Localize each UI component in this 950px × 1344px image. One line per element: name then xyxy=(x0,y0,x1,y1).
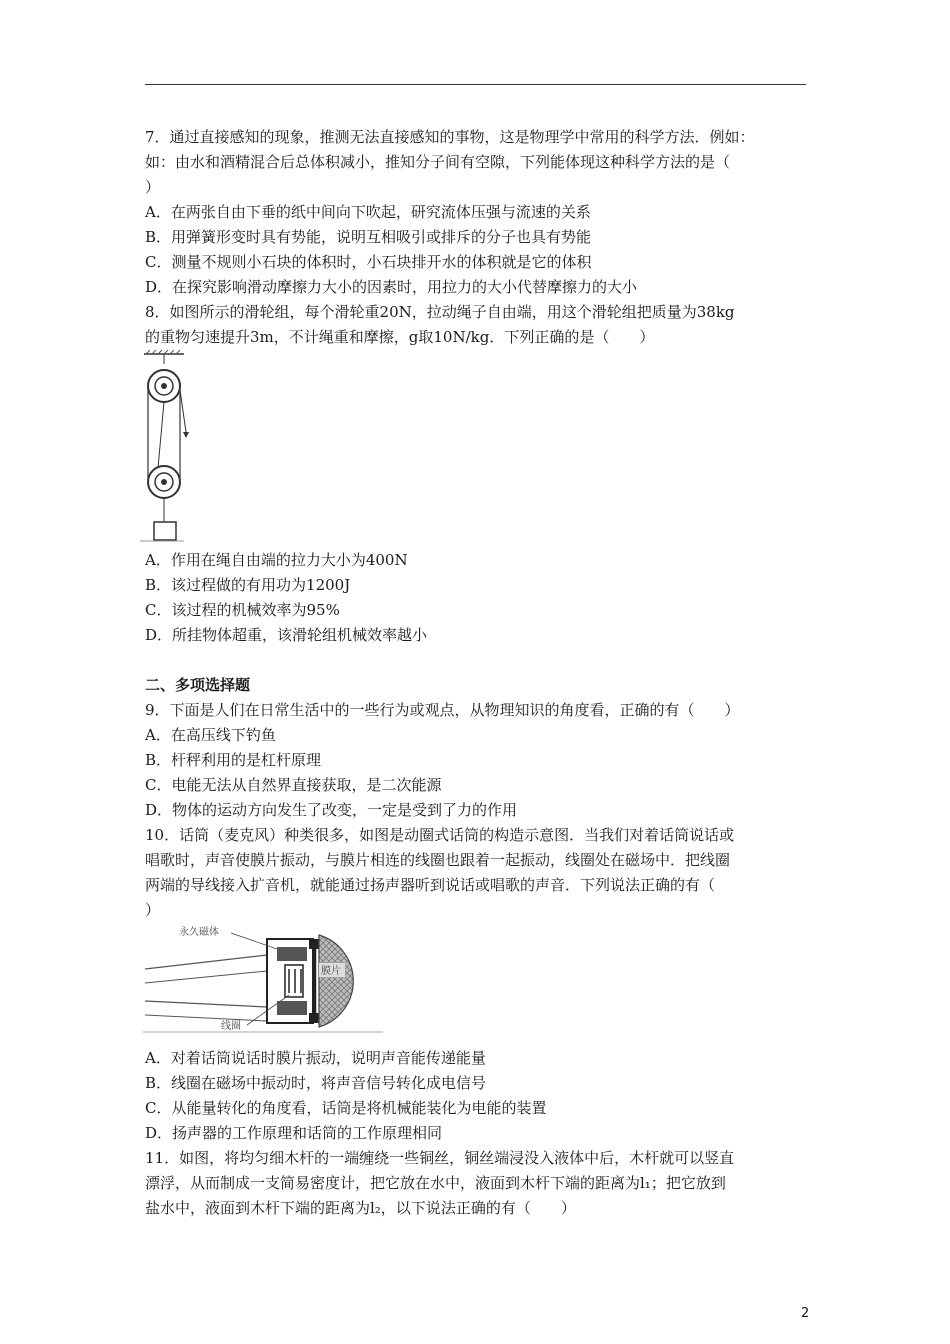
q8-option-d: D．所挂物体超重，该滑轮组机械效率越小 xyxy=(145,626,428,644)
q10-option-b: B．线圈在磁场中振动时，将声音信号转化成电信号 xyxy=(145,1074,487,1092)
q7-option-a: A．在两张自由下垂的纸中间向下吹起，研究流体压强与流速的关系 xyxy=(145,203,591,221)
q10-stem-line-3: 两端的导线接入扩音机，就能通过扬声器听到说话或唱歌的声音．下列说法正确的有（ xyxy=(145,876,716,894)
label-permanent-magnet: 永久磁体 xyxy=(179,927,219,938)
page-number: 2 xyxy=(801,1306,810,1321)
header-rule xyxy=(145,84,806,85)
q7-option-d: D．在探究影响滑动摩擦力大小的因素时，用拉力的大小代替摩擦力的大小 xyxy=(145,278,638,296)
q7-stem-line-3: ） xyxy=(145,178,161,196)
q10-stem-line-1: 10．话筒（麦克风）种类很多，如图是动圈式话筒的构造示意图．当我们对着话筒说话或 xyxy=(145,826,735,844)
q9-stem-line-1: 9．下面是人们在日常生活中的一些行为或观点，从物理知识的角度看，正确的有（ ） xyxy=(145,701,740,719)
q9-option-c: C．电能无法从自然界直接获取，是二次能源 xyxy=(145,776,442,794)
q8-option-c: C．该过程的机械效率为95% xyxy=(145,601,340,619)
q10-stem-line-4: ） xyxy=(145,901,161,919)
q10-stem-line-2: 唱歌时，声音使膜片振动，与膜片相连的线圈也跟着一起振动，线圈处在磁场中．把线圈 xyxy=(145,851,731,869)
q7-stem-line-2: 如：由水和酒精混合后总体积减小，推知分子间有空隙，下列能体现这种科学方法的是（ xyxy=(145,153,731,171)
q7-stem-line-1: 7．通过直接感知的现象，推测无法直接感知的事物，这是物理学中常用的科学方法．例如： xyxy=(145,128,755,146)
q10-option-d: D．扬声器的工作原理和话筒的工作原理相同 xyxy=(145,1124,443,1142)
q9-option-b: B．杆秤利用的是杠杆原理 xyxy=(145,751,322,769)
q10-option-c: C．从能量转化的角度看，话筒是将机械能装化为电能的装置 xyxy=(145,1099,547,1117)
label-coil: 线圈 xyxy=(221,1021,241,1032)
q8-option-b: B．该过程做的有用功为1200J xyxy=(145,576,351,594)
q11-stem-line-2: 漂浮，从而制成一支简易密度计，把它放在水中，液面到木杆下端的距离为l₁；把它放到 xyxy=(145,1174,726,1192)
q10-option-a: A．对着话筒说话时膜片振动，说明声音能传递能量 xyxy=(145,1049,486,1067)
q11-stem-line-1: 11．如图，将均匀细木杆的一端缠绕一些铜丝，铜丝端浸没入液体中后，木杆就可以竖直 xyxy=(145,1149,735,1167)
label-diaphragm: 膜片 xyxy=(321,966,341,977)
section-2-heading: 二、多项选择题 xyxy=(145,676,251,694)
q8-option-a: A．作用在绳自由端的拉力大小为400N xyxy=(145,551,408,569)
microphone-diagram-figure xyxy=(143,925,383,1033)
pulley-system-figure xyxy=(140,350,200,545)
q7-option-b: B．用弹簧形变时具有势能，说明互相吸引或排斥的分子也具有势能 xyxy=(145,228,592,246)
q11-stem-line-3: 盐水中，液面到木杆下端的距离为l₂，以下说法正确的有（ ） xyxy=(145,1199,576,1217)
q9-option-a: A．在高压线下钓鱼 xyxy=(145,726,276,744)
q8-stem-line-1: 8．如图所示的滑轮组，每个滑轮重20N，拉动绳子自由端，用这个滑轮组把质量为38kg xyxy=(145,303,735,321)
q9-option-d: D．物体的运动方向发生了改变，一定是受到了力的作用 xyxy=(145,801,518,819)
q7-option-c: C．测量不规则小石块的体积时，小石块排开水的体积就是它的体积 xyxy=(145,253,592,271)
q8-stem-line-2: 的重物匀速提升3m，不计绳重和摩擦，g取10N/kg．下列正确的是（ ） xyxy=(145,328,655,346)
